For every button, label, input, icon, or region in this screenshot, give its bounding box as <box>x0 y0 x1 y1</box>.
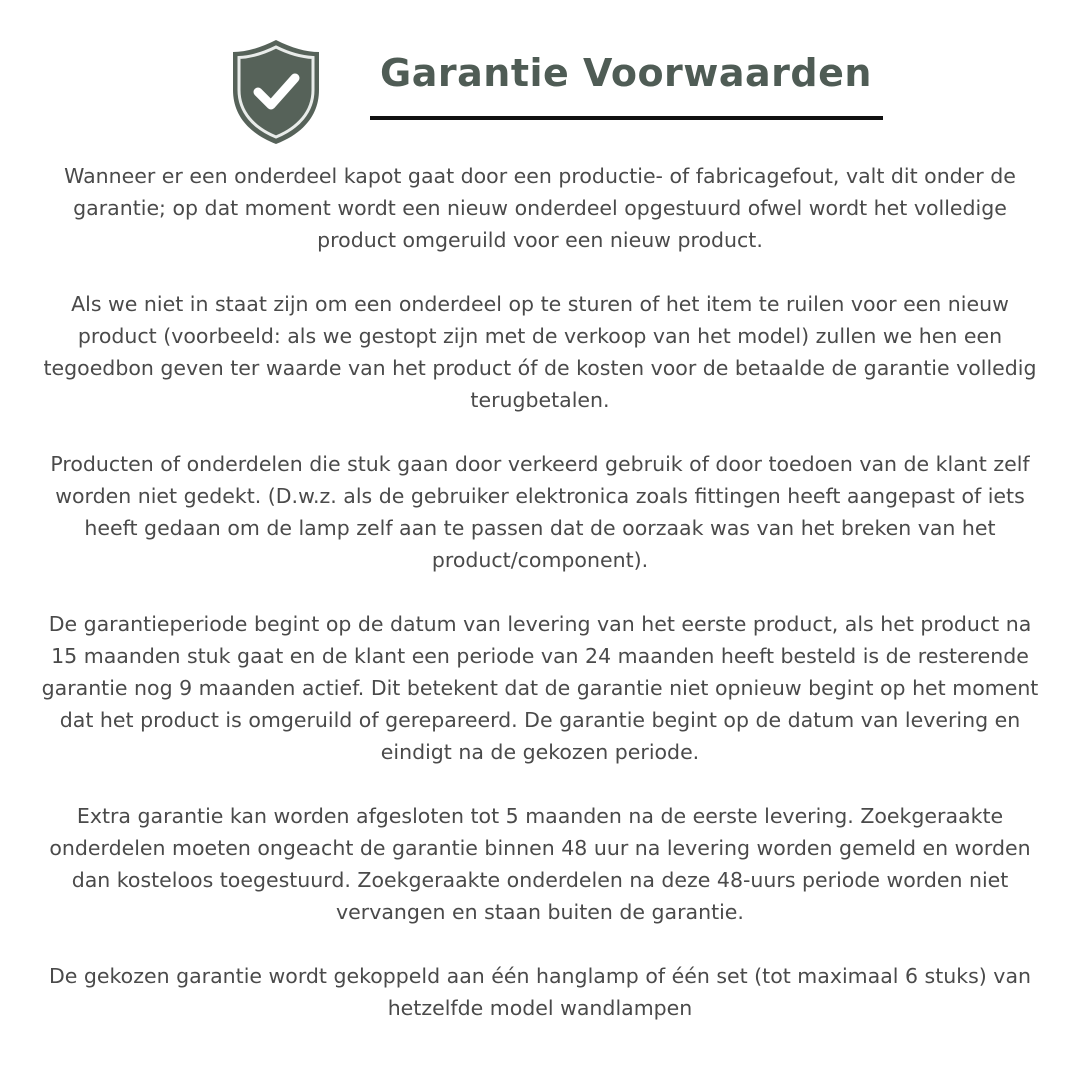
paragraph-warranty-scope: De gekozen garantie wordt gekoppeld aan één hanglamp of één set (tot maximaal 6 stuks) van hetzelfde model wandlampen <box>49 964 1031 1020</box>
paragraph-manufacturing-defect: Wanneer er een onderdeel kapot gaat door een productie- of fabricagefout, valt dit onder de garantie; op dat moment wordt een nieuw onderdeel opgestuurd ofwel wordt het volledige product omgeruild voor een nieuw product. <box>64 164 1016 252</box>
header <box>0 0 1080 130</box>
terms-content <box>40 160 1040 1024</box>
shield-check-icon <box>230 38 322 146</box>
paragraph-warranty-period: De garantieperiode begint op de datum van levering van het eerste product, als het product na 15 maanden stuk gaat en de klant een periode van 24 maanden heeft besteld is de resterende garantie nog 9 maanden actief. Dit betekent dat de garantie niet opnieuw begint op het moment dat het product is omgeruild of gerepareerd. De garantie begint op de datum van levering en eindigt na de gekozen periode. <box>41 612 1039 764</box>
paragraph-misuse-exclusion: Producten of onderdelen die stuk gaan door verkeerd gebruik of door toedoen van de klant zelf worden niet gedekt. (D.w.z. als de gebruiker elektronica zoals fittingen heeft aangepast of iets heeft gedaan om de lamp zelf aan te passen dat de oorzaak was van het breken van het product/component). <box>50 452 1030 572</box>
page-title: Garantie Voorwaarden <box>380 51 872 95</box>
title-underline <box>370 116 883 120</box>
paragraph-replacement-voucher: Als we niet in staat zijn om een onderdeel op te sturen of het item te ruilen voor een nieuw product (voorbeeld: als we gestopt zijn met de verkoop van het model) zullen we hen een tegoedbon geven ter waarde van het product óf de kosten voor de betaalde de garantie volledig terugbetalen. <box>43 292 1037 412</box>
paragraph-extra-warranty: Extra garantie kan worden afgesloten tot 5 maanden na de eerste levering. Zoekgeraakte onderdelen moeten ongeacht de garantie binnen 48 uur na levering worden gemeld en worden dan kosteloos toegestuurd. Zoekgeraakte onderdelen na deze 48-uurs periode worden niet vervangen en staan buiten de garantie. <box>49 804 1031 924</box>
